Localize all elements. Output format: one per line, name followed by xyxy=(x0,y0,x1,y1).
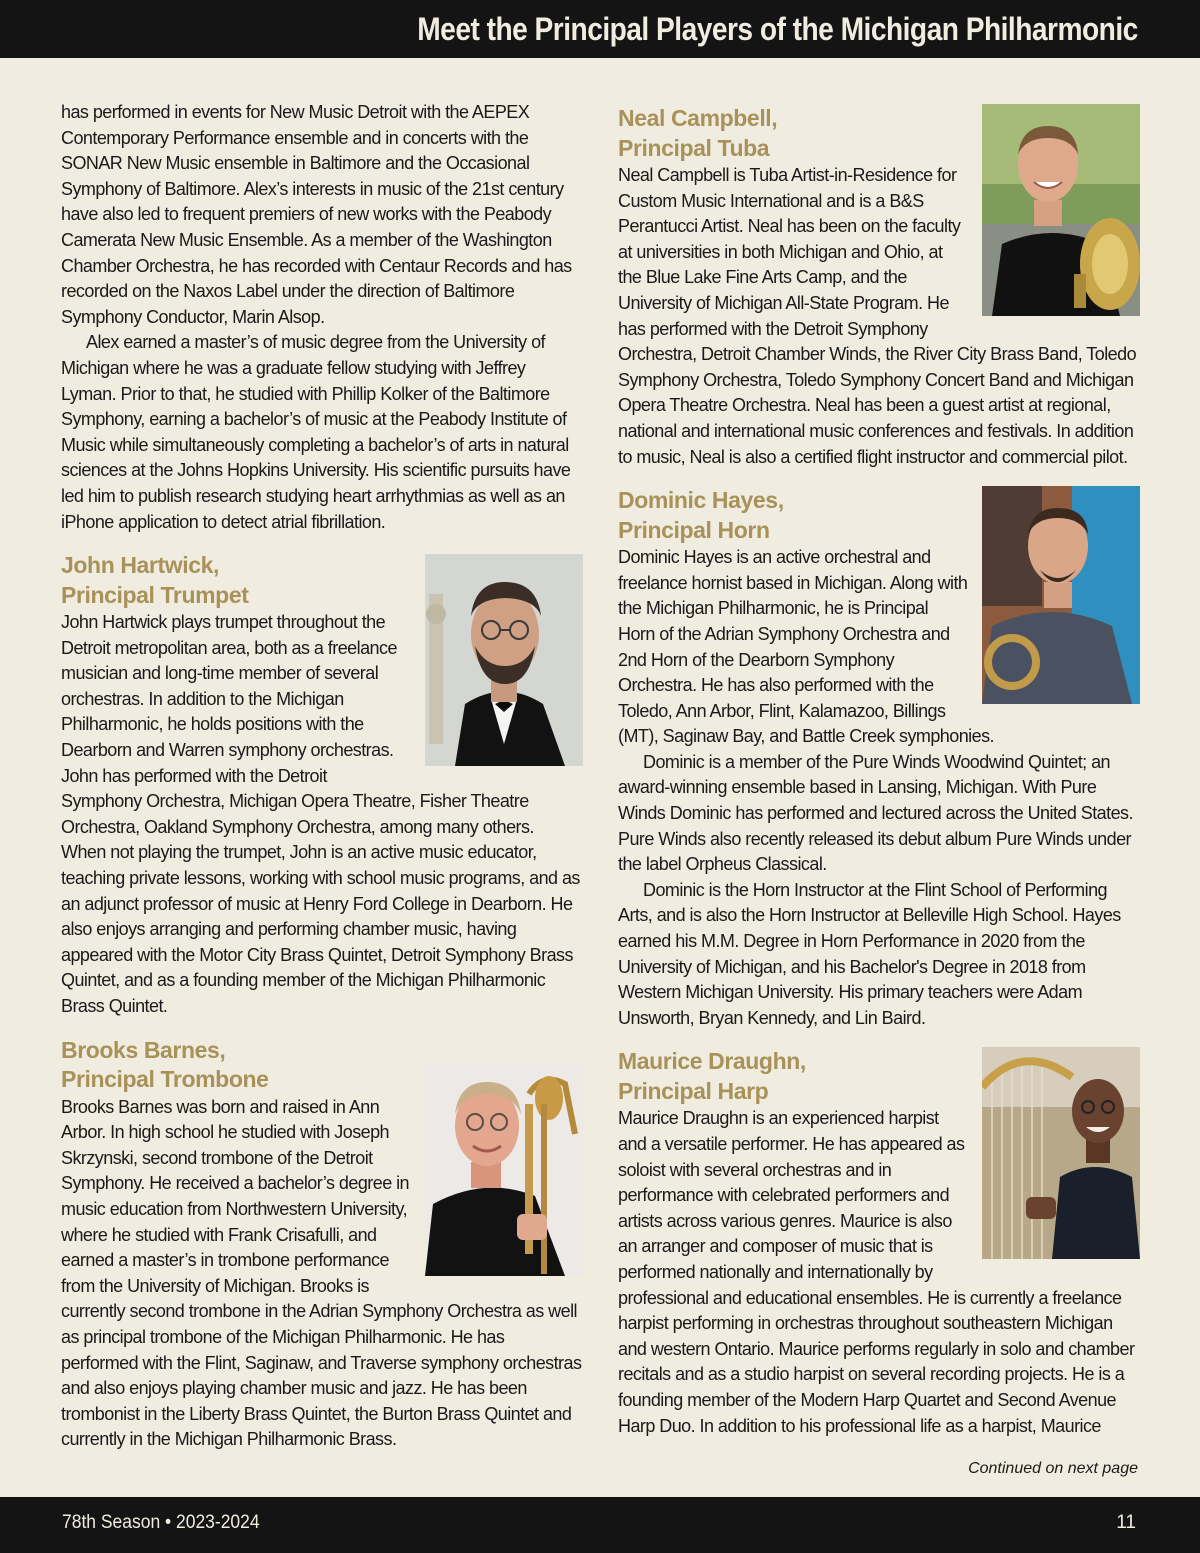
portrait-image xyxy=(982,1047,1140,1259)
player-bio: Dominic is a member of the Pure Winds Woodwind Quintet; an award-winning ensemble based in Lansing, Michigan. With Pure Winds Dominic has performed and lectured across the United States. Pure Winds also recently released its debut album Pure Winds under the label Orpheus Classical. xyxy=(618,751,1133,875)
photo-brooks-barnes xyxy=(425,1064,583,1276)
player-bio: John Hartwick plays trumpet throughout the Detroit metropolitan area, both as a freelance musician and long-time member of several orchestras. In addition to the Michigan Philharmonic, he holds positions with the Dearborn and Warren symphony orchestras. John has performed with the Detroit Symphony Orchestra, Michigan Opera Theatre, Fisher Theatre Orchestra, Oakland Symphony Orchestra, among many others. When not playing the trumpet, John is an active music educator, teaching private lessons, working with school music programs, and as an adjunct professor of music at Henry Ford College in Dearborn. He also enjoys arranging and performing chamber music, having appeared with the Motor City Brass Quintet, Detroit Symphony Brass Quintet, and as a founding member of the Michigan Philharmonic Brass Quintet. xyxy=(61,612,580,1016)
player-name: Neal Campbell, xyxy=(618,105,778,131)
player-role: Principal Trumpet xyxy=(61,581,249,608)
profile-neal-campbell xyxy=(618,104,1140,470)
page-header-bar xyxy=(0,0,1200,58)
intro-paragraph: Alex earned a master’s of music degree from the University of Michigan where he was a graduate fellow studying with Jeffrey Lyman. Prior to that, he studied with Phillip Kolker of the Baltimore Symphony, earning a bachelor’s of music at the Peabody Institute of Music while simultaneously completing a bachelor’s of arts in natural sciences at the Johns Hopkins University. His scientific pursuits have led him to publish research studying heart arrhythmias as well as an iPhone application to detect atrial fibrillation. xyxy=(61,332,571,532)
portrait-image xyxy=(425,554,583,766)
portrait-image xyxy=(425,1064,583,1276)
player-name: John Hartwick, xyxy=(61,552,219,579)
right-column xyxy=(618,104,1140,1439)
player-bio: Dominic Hayes is an active orchestral and freelance hornist based in Michigan. Along with the Michigan Philharmonic, he is Principal Horn of the Adrian Symphony Orchestra and 2nd Horn of the Dearborn Symphony Orchestra. He has also performed with the Toledo, Ann Arbor, Flint, Kalamazoo, Billings (MT), Saginaw Bay, and Battle Creek symphonies. xyxy=(618,547,994,747)
player-bio: Brooks Barnes was born and raised in Ann Arbor. In high school he studied with Joseph Skrzynski, second trombone of the Detroit Symphony. He received a bachelor’s degree in music education from Northwestern University, where he studied with Frank Crisafulli, and earned a master’s in trombone performance from the University of Michigan. Brooks is currently second trombone in the Adrian Symphony Orchestra as well as principal trombone of the Michigan Philharmonic. He has performed with the Flint, Saginaw, and Traverse symphony orchestras and also enjoys playing chamber music and jazz. He has been trombonist in the Liberty Brass Quintet, the Burton Brass Quintet and currently in the Michigan Philharmonic Brass. xyxy=(61,1096,582,1450)
left-column xyxy=(61,100,583,1453)
player-name: Maurice Draughn, xyxy=(618,1048,806,1075)
portrait-image xyxy=(982,104,1140,316)
photo-dominic-hayes xyxy=(982,486,1140,704)
photo-maurice-draughn xyxy=(982,1047,1140,1259)
player-role: Principal Tuba xyxy=(618,134,770,161)
player-bio: Neal Campbell is Tuba Artist-in-Residence for Custom Music International and is a B&S Perantucci Artist. Neal has been on the faculty at universities in both Michigan and Ohio, at the Blue Lake Fine Arts Camp, and the University of Michigan All-State Program. He has performed with the Detroit Symphony Orchestra, Detroit Chamber Winds, the River City Brass Band, Toledo Symphony Orchestra, Toledo Symphony Concert Band and Michigan Opera Theatre Orchestra. Neal has been a guest artist at regional, national and international music conferences and festivals. In addition to music, Neal is also a certified flight instructor and commercial pilot. xyxy=(618,165,1137,467)
page-footer-bar xyxy=(0,1497,1200,1553)
profile-john-hartwick xyxy=(61,551,583,1020)
profile-brooks-barnes xyxy=(61,1036,583,1453)
player-bio: Dominic is the Horn Instructor at the Flint School of Performing Arts, and is also the Horn Instructor at Belleville High School. Hayes earned his M.M. Degree in Horn Performance in 2020 from the University of Michigan, and his Bachelor's Degree in 2018 from Western Michigan University. His primary teachers were Adam Unsworth, Bryan Kennedy, and Lin Baird. xyxy=(618,879,1121,1028)
continued-note: Continued on next page xyxy=(968,1460,1138,1477)
page-title: Meet the Principal Players of the Michigan Philharmonic xyxy=(417,11,1138,47)
player-role: Principal Trombone xyxy=(61,1066,269,1093)
player-name: Brooks Barnes, xyxy=(61,1036,226,1063)
player-bio: Maurice Draughn is an experienced harpist and a versatile performer. He has appeared as soloist with several orchestras and in performance with celebrated performers and artists across various genres. Maurice is also an arranger and composer of music that is performed nationally and internationally by professional and educational ensembles. He is currently a freelance harpist performing in orchestras throughout southeastern Michigan and western Ontario. Maurice performs regularly in solo and chamber recitals and as a studio harpist on several recording projects. He is a founding member of the Modern Harp Quartet and Second Avenue Harp Duo. In addition to his professional life as a harpist, Maurice xyxy=(618,1108,1135,1436)
intro-paragraph: has performed in events for New Music Detroit with the AEPEX Contemporary Performance ensemble and in concerts with the SONAR New Music ensemble in Baltimore and the Occasional Symphony of Baltimore. Alex’s interests in music of the 21st century have also led to frequent premiers of new works with the Peabody Camerata New Music Ensemble. As a member of the Washington Chamber Orchestra, he has recorded with Centaur Records and has recorded on the Naxos Label under the direction of Baltimore Symphony Conductor, Marin Alsop. xyxy=(61,102,572,327)
profile-dominic-hayes xyxy=(618,486,1140,1031)
player-role: Principal Harp xyxy=(618,1077,769,1104)
photo-john-hartwick xyxy=(425,554,583,766)
page-number: 11 xyxy=(1116,1512,1136,1533)
player-name: Dominic Hayes, xyxy=(618,487,784,514)
season-label: 78th Season • 2023-2024 xyxy=(62,1512,260,1533)
photo-neal-campbell xyxy=(982,104,1140,316)
player-role: Principal Horn xyxy=(618,516,770,543)
profile-maurice-draughn xyxy=(618,1047,1140,1439)
portrait-image xyxy=(982,486,1140,704)
